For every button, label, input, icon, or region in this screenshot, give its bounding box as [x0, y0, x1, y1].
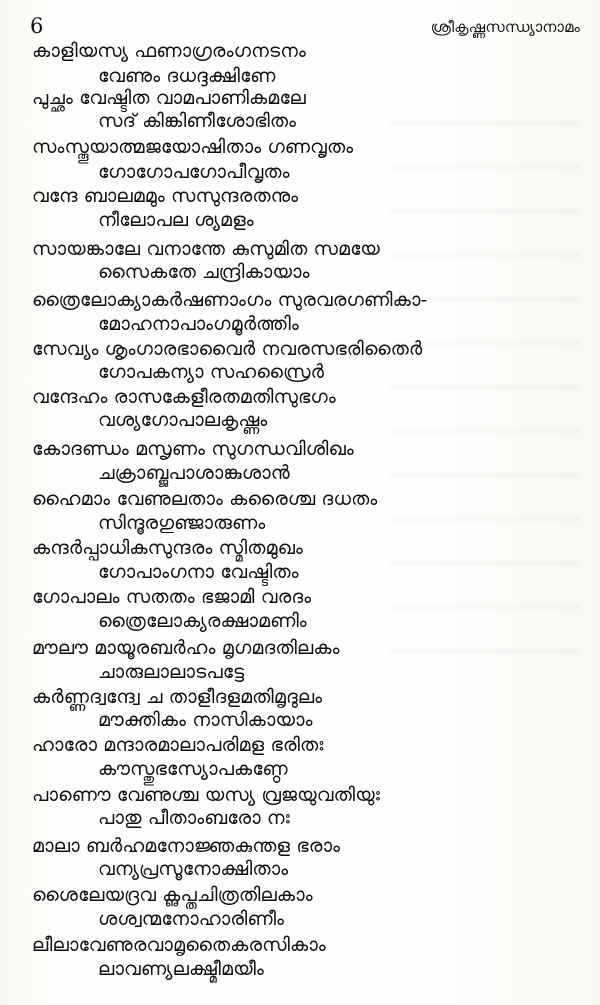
verse-line: വന്യപ്രസൂനോക്ഷിതാം [98, 858, 289, 880]
verse-line: സിന്ദൂരഗുഞ്ജാരുണം [98, 512, 266, 534]
verse-line: കാളിയസ്യ ഫണാഗ്രരംഗനടനം [32, 40, 306, 62]
verse-line: കന്ദർപ്പാധികസുന്ദരം സ്മിതമുഖം [32, 537, 304, 559]
page-header [30, 12, 580, 40]
verse-line: സേവ്യം ശൃംഗാരഭാവൈർ നവരസഭരിതൈർ [32, 338, 423, 360]
verse-line: വന്ദേ ബാലമമും സസുന്ദരതനും [32, 185, 299, 207]
running-title: ശ്രീകൃഷ്ണസന്ധ്യാനാമം [430, 18, 580, 36]
verse-line: സായങ്കാലേ വനാന്തേ കുസുമിത സമയേ [32, 238, 380, 260]
bleed-through-texture [390, 110, 580, 670]
verse-line: ചക്രാബ്ജപാശാങ്കുശാൻ [98, 462, 290, 484]
verse-line: പാതു പീതാംബരോ നഃ [98, 807, 290, 829]
verse-line: മോഹനാപാംഗമൂർത്തിം [98, 313, 299, 335]
verse-line: സൈകതേ ചന്ദ്രികായാം [98, 261, 310, 283]
verse-line: പുച്ഛം വേഷ്ടിത വാമപാണികമലേ [32, 87, 306, 109]
verse-line: വന്ദേഹം രാസകേളീരതമതിസുഭഗം [32, 386, 336, 408]
verse-line: മൗലൗ മായൂരബർഹം മൃഗമദതിലകം [32, 637, 340, 659]
verse-line: ലാവണ്യലക്ഷ്മീമയീം [98, 958, 264, 980]
verse-line: ത്രൈലോക്യരക്ഷാമണിം [98, 610, 307, 632]
verse-line: ഹാരോ മന്ദാരമാലാപരിമള ഭരിതഃ [32, 734, 324, 756]
verse-line: നീലോപല ശ്യമളം [98, 209, 254, 231]
verse-line: വേണും ദധദ്ദക്ഷിണേ [98, 65, 276, 87]
verse-line: വശ്യഗോപാലകൃഷ്ണം [98, 409, 268, 431]
verse-line: കൗസ്തുഭസ്യോപകണ്ഠേ [98, 758, 288, 780]
verse-line: മൗക്തികം നാസികായാം [98, 709, 313, 731]
page-number: 6 [30, 14, 44, 38]
verse-line: ഗോഗോപഗോപീവൃതം [98, 161, 290, 183]
verse-line: ശൈലേയദ്രവ കൢപ്തചിത്രതിലകാം [32, 884, 313, 906]
verse-line: സംസ്തൂയാത്മജയോഷിതാം ഗണവൃതം [32, 136, 354, 158]
verse-line: ത്രൈലോക്യാകർഷണാംഗം സുരവരഗണികാ- [32, 289, 428, 311]
verse-line: പാണൌ വേണുശ്ച യസ്യ വ്രജയുവതിയുഃ [32, 784, 380, 806]
verse-line: ചാരുലാലാടപട്ടേ [98, 661, 245, 683]
verse-line: ഹൈമാം വേണുലതാം കരൈശ്ച ദധതം [32, 488, 378, 510]
verse-line: മാലാ ബർഹമനോജ്ഞകുന്തള ഭരാം [32, 835, 341, 857]
verse-line: ഗോപകന്യാ സഹസ്രൈർ [98, 361, 325, 383]
verse-line: ഗോപാലം സതതം ഭജാമി വരദം [32, 586, 312, 608]
verse-line: ഗോപാംഗനാ വേഷ്ടിതം [98, 561, 299, 583]
verse-line: ശശ്വന്മനോഹാരിണീം [98, 908, 285, 930]
verse-line: സദ് കിങ്കിണീശോഭിതം [98, 110, 297, 132]
verse-line: കോദണ്ഡം മസൃണം സുഗന്ധവിശിഖം [32, 438, 354, 460]
verse-line: കർണ്ണദ്വന്ദ്വേ ച താളീദളമതിമൃദുലം [32, 686, 323, 708]
verse-line: ലീലാവേണുരവാമൃതൈകരസികാം [32, 934, 326, 956]
